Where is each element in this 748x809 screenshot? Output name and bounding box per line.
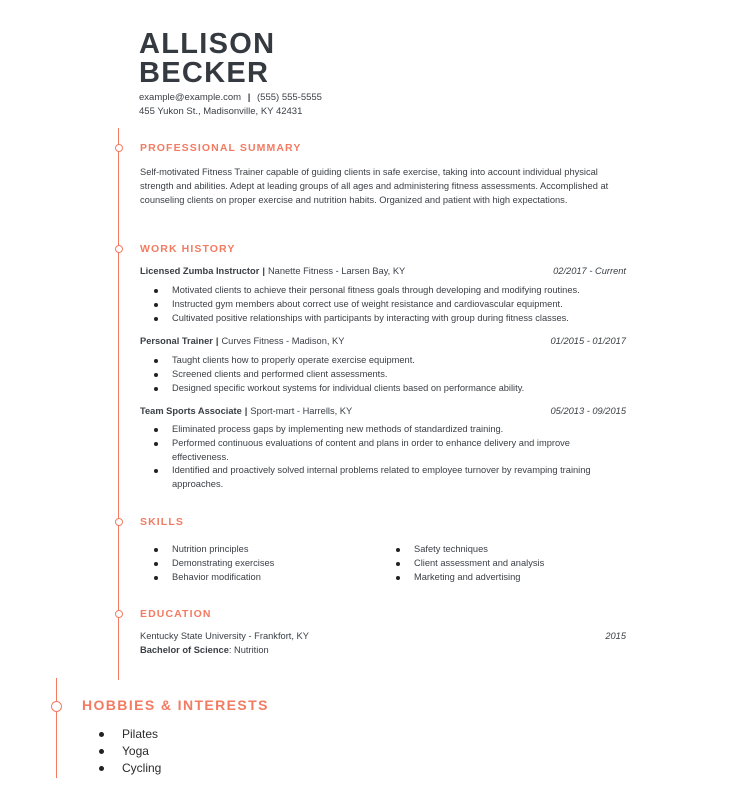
work-heading: WORK HISTORY — [140, 243, 236, 255]
applicant-name — [139, 30, 275, 88]
last-name: BECKER — [139, 57, 270, 89]
timeline-dot-hobbies — [51, 701, 62, 712]
timeline-line — [118, 128, 119, 680]
list-item: Safety techniques — [382, 543, 612, 557]
job-header — [140, 336, 626, 346]
job-header — [140, 406, 626, 416]
list-item: Eliminated process gaps by implementing new methods of standardized training. — [140, 423, 610, 437]
hobbies-list — [80, 726, 161, 777]
job-employer: Nanette Fitness - Larsen Bay, KY — [267, 266, 406, 276]
education-school-row — [140, 631, 626, 641]
job-employer: Sport-mart - Harrells, KY — [250, 406, 353, 416]
timeline-dot-work — [115, 245, 123, 253]
email[interactable]: example@example.com — [139, 92, 242, 103]
list-item: Screened clients and performed client assessments. — [140, 368, 610, 382]
job-separator: | — [262, 266, 265, 276]
job-bullets — [140, 423, 610, 492]
job-title: Personal Trainer — [140, 336, 213, 346]
list-item: Pilates — [80, 726, 161, 743]
list-item: Designed specific workout systems for individual clients based on performance ability. — [140, 382, 610, 396]
summary-text: Self-motivated Fitness Trainer capable of guiding clients in safe exercise, taking into account individual physical strength and abilities. Adept at leading groups of all ages and administering fitness assessments. Accomplished at counseling clients on proper exercise and nutrition habits. Organized and patient with high expectations. — [140, 167, 609, 205]
job-separator: | — [244, 406, 248, 416]
job-title: Team Sports Associate — [140, 406, 242, 416]
job-dates: 02/2017 - Current — [553, 266, 626, 276]
list-item: Identified and proactively solved internal problems related to employee turnover by revamping training approaches. — [140, 464, 610, 492]
graduation-year: 2015 — [605, 631, 626, 641]
degree-line — [140, 645, 269, 655]
first-name: ALLISON — [139, 28, 276, 60]
list-item: Cultivated positive relationships with participants by interacting with group during fitness classes. — [140, 312, 610, 326]
skills-heading: SKILLS — [140, 516, 184, 528]
skills-list-left — [140, 543, 370, 584]
degree: Bachelor of Science — [140, 645, 229, 655]
list-item: Nutrition principles — [140, 543, 370, 557]
summary-heading: PROFESSIONAL SUMMARY — [140, 142, 302, 154]
skills-list-right — [382, 543, 612, 584]
job-dates: 01/2015 - 01/2017 — [550, 336, 626, 346]
timeline-dot-summary — [115, 144, 123, 152]
timeline-dot-education — [115, 610, 123, 618]
list-item: Behavior modification — [140, 571, 370, 585]
list-item: Cycling — [80, 760, 161, 777]
list-item: Motivated clients to achieve their personal fitness goals through developing and modifying routines. — [140, 284, 610, 298]
address: 455 Yukon St., Madisonville, KY 42431 — [139, 106, 303, 117]
list-item: Taught clients how to properly operate exercise equipment. — [140, 354, 610, 368]
contact-line — [139, 92, 322, 103]
list-item: Client assessment and analysis — [382, 557, 612, 571]
job-separator: | — [215, 336, 219, 346]
school-name: Kentucky State University - Frankfort, KY — [140, 631, 309, 641]
list-item: Yoga — [80, 743, 161, 760]
hobbies-heading: HOBBIES & INTERESTS — [82, 697, 269, 713]
job-dates: 05/2013 - 09/2015 — [550, 406, 626, 416]
field-of-study: : Nutrition — [228, 645, 269, 655]
timeline-dot-skills — [115, 518, 123, 526]
phone[interactable]: (555) 555-5555 — [257, 92, 322, 103]
hobbies-timeline-line — [56, 678, 57, 778]
list-item: Demonstrating exercises — [140, 557, 370, 571]
job-bullets — [140, 284, 610, 325]
list-item: Instructed gym members about correct use of weight resistance and cardiovascular equipment. — [140, 298, 610, 312]
job-bullets — [140, 354, 610, 395]
job-title: Licensed Zumba Instructor — [140, 266, 260, 276]
job-header — [140, 266, 626, 276]
list-item: Performed continuous evaluations of content and plans in order to enhance delivery and improve effectiveness. — [140, 437, 610, 465]
contact-separator: | — [247, 92, 251, 103]
list-item: Marketing and advertising — [382, 571, 612, 585]
job-employer: Curves Fitness - Madison, KY — [221, 336, 345, 346]
education-heading: EDUCATION — [140, 608, 212, 620]
